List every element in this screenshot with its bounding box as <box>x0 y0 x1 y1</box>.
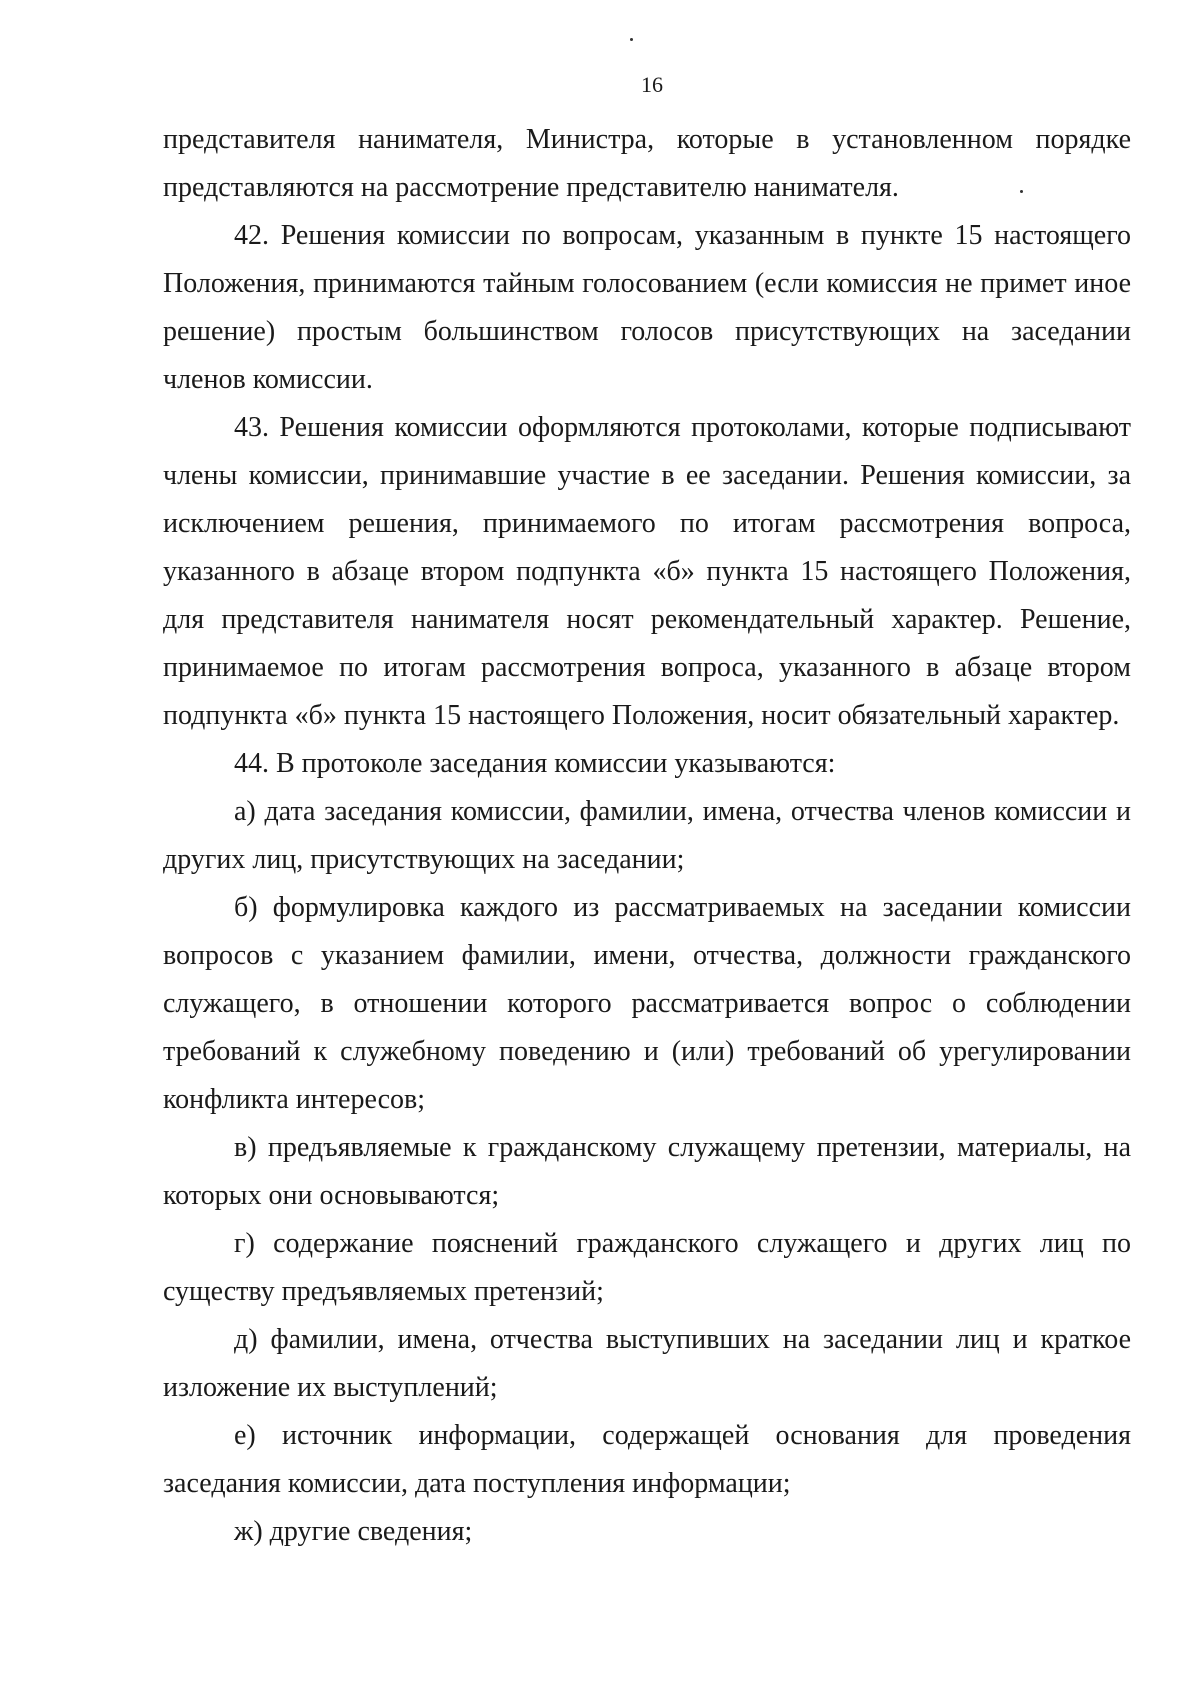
list-item-g: г) содержание пояснений гражданского служащего и других лиц по существу предъявляемых претензий; <box>163 1228 1131 1307</box>
list-item-e: е) источник информации, содержащей основания для проведения заседания комиссии, дата поступления информации; <box>163 1420 1131 1499</box>
paragraph-continuation: представителя нанимателя, Министра, которые в установленном порядке представляются на рассмотрение представителю нанимателя. <box>163 124 1131 203</box>
page-number: 16 <box>641 72 663 97</box>
paragraph-43: 43. Решения комиссии оформляются протоколами, которые подписывают члены комиссии, принимавшие участие в ее заседании. Решения комиссии, за исключением решения, принимаемого по итогам рассмотрения вопроса, указанного в абзаце втором подпункта «б» пункта 15 настоящего Положения, для представителя нанимателя носят рекомендательный характер. Решение, принимаемое по итогам рассмотрения вопроса, указанного в абзаце втором подпункта «б» пункта 15 настоящего Положения, носит обязательный характер. <box>163 412 1131 731</box>
list-item-a: а) дата заседания комиссии, фамилии, имена, отчества членов комиссии и других лиц, присутствующих на заседании; <box>163 796 1131 875</box>
document-body <box>163 116 1131 1556</box>
list-item-b: б) формулировка каждого из рассматриваемых на заседании комиссии вопросов с указанием фамилии, имени, отчества, должности гражданского служащего, в отношении которого рассматривается вопрос о соблюдении требований к служебному поведению и (или) требований об урегулировании конфликта интересов; <box>163 892 1131 1115</box>
list-item-zh: ж) другие сведения; <box>234 1516 473 1547</box>
paragraph-44: 44. В протоколе заседания комиссии указываются: <box>234 748 836 779</box>
paragraph-42: 42. Решения комиссии по вопросам, указанным в пункте 15 настоящего Положения, принимаются тайным голосованием (если комиссия не примет иное решение) простым большинством голосов присутствующих на заседании членов комиссии. <box>163 220 1131 395</box>
scan-speck <box>630 38 633 41</box>
list-item-d: д) фамилии, имена, отчества выступивших на заседании лиц и краткое изложение их выступлений; <box>163 1324 1131 1403</box>
list-item-v: в) предъявляемые к гражданскому служащему претензии, материалы, на которых они основываются; <box>163 1132 1131 1211</box>
